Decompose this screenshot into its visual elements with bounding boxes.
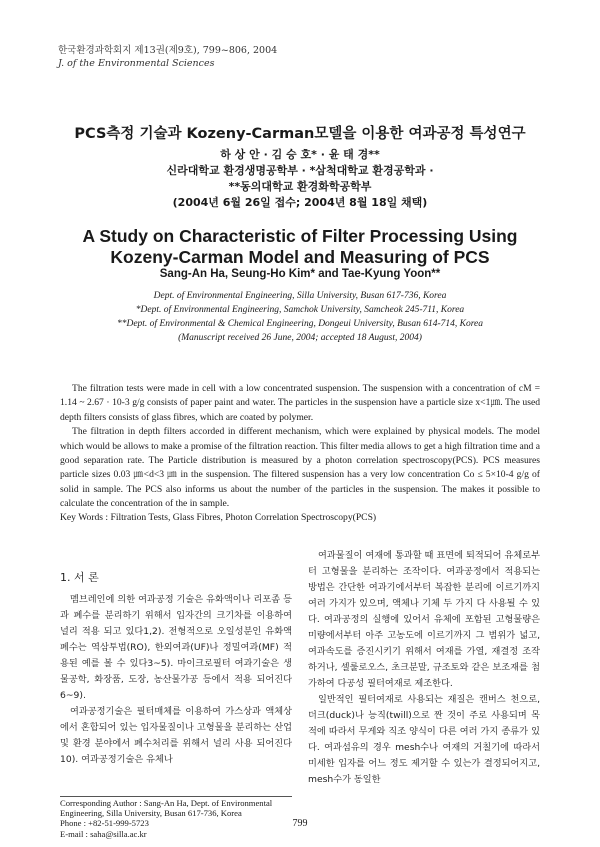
abstract [60, 382, 540, 512]
abstract-paragraph-2: The filtration in depth filters accorded in different mechanism, which were explained by physical models. The model which would be allows to make a promise of the filtration reaction. This filter media allows to get a high filtration time and a good separation rate. The Particle distribution is measured by a photon correlation spectroscopy(PCS). PCS measures particle sizes 0.03 ㎛<d<3 ㎛ in the suspension. The filtered suspension has a very low concentration Co ≤ 5×10-4 g/g of solid in sample. The PCS also informs us about the number of the particles in the suspension. The makes it possible to calculate the concentration of the in sample. [60, 426, 540, 510]
paper-title-kr: PCS측정 기술과 Kozeny-Carman모델을 이용한 여과공정 특성연구 [74, 126, 526, 142]
section-title-introduction: 1. 서 론 [60, 571, 99, 584]
right-paragraph-2: 일반적인 필터여재로 사용되는 재질은 캔버스 천으로, 더크(duck)나 능직(twill)으로 짠 것이 주로 사용되며 목적에 따라서 무게와 직조 양식이 다른 여러 가지 종류가 있다. 여과섬유의 경우 mesh수나 여재의 거칠기에 따라서 미세한 입자를 어느 정도 제거할 수 있는가 결정되어지고, mesh수가 동일한 [308, 694, 540, 785]
intro-paragraph-1: 멤브레인에 의한 여과공정 기술은 유화액이나 리포좀 등과 폐수를 분리하기 위해서 입자간의 크기차를 이용하여 널리 적용 되고 있다1,2). 전형적으로 오일성분인 유화액 폐수는 역삼투법(RO), 한외여과(UF)나 정밀여과(MF) 적용된 예를 볼 수 있다3~5). 마이크로필터 여과기술은 생물공학, 화장품, 도장, 농산물가공 등에서 적용 되어진다6~9). [60, 594, 292, 701]
keywords: Key Words : Filtration Tests, Glass Fibres, Photon Correlation Spectroscopy(PCS) [60, 512, 377, 523]
page-number: 799 [292, 818, 308, 829]
footnote-divider [60, 796, 292, 797]
abstract-paragraph-1: The filtration tests were made in cell with a low concentrated suspension. The suspension with a concentration of cM = 1.14 ~ 2.67 · 10-3 g/g consists of paper paint and water. The particles in the suspension have a particle size x<1㎛. The used depth filters consists of glass fibres, which are coated by polymer. [60, 383, 540, 423]
footnote-line-1: Corresponding Author : Sang-An Ha, Dept. of Environmental Engineering, Silla University, Busan 617-736, Korea [60, 798, 273, 819]
authors-kr-affil-2: **동의대학교 환경화학공학부 [228, 180, 372, 193]
affiliation-1: Dept. of Environmental Engineering, Silla University, Busan 617-736, Korea [153, 291, 447, 301]
authors-en: Sang-An Ha, Seung-Ho Kim* and Tae-Kyung Yoon** [159, 268, 441, 280]
authors-kr-affil-1: 신라대학교 환경생명공학부 · *삼척대학교 환경공학과 · [166, 164, 434, 177]
received-date-kr: (2004년 6월 26일 접수; 2004년 8월 18일 채택) [172, 196, 428, 209]
authors-kr-block [0, 147, 600, 211]
journal-line-en: J. of the Environmental Sciences [58, 58, 215, 69]
left-column [60, 570, 292, 768]
footnote-line-2: Phone : +82-51-999-5723 [60, 818, 149, 829]
authors-kr-names: 하 상 안 · 김 승 호* · 윤 태 경** [220, 148, 380, 161]
paper-title-en-line-2: Kozeny-Carman Model and Measuring of PCS [110, 247, 490, 267]
affiliation-2: *Dept. of Environmental Engineering, Samchok University, Samcheok 245-711, Korea [135, 305, 465, 315]
affiliation-3: **Dept. of Environmental & Chemical Engineering, Dongeui University, Busan 614-714, Korea [116, 319, 484, 329]
intro-paragraph-2: 여과공정기술은 필터매체를 이용하여 가스상과 액체상에서 혼합되어 있는 입자물질이나 고형물을 분리하는 산업 및 환경 분야에서 폐수처리를 위해서 널리 사용 되어진다10). 여과공정기술은 유체나 [60, 706, 292, 765]
footnote-line-3: E-mail : saha@silla.ac.kr [60, 828, 147, 839]
right-column [308, 548, 540, 788]
manuscript-dates: (Manuscript received 26 June, 2004; accepted 18 August, 2004) [178, 333, 422, 343]
paper-title-en-line-1: A Study on Characteristic of Filter Processing Using [82, 226, 518, 246]
affiliations-en [0, 289, 600, 345]
journal-line-kr: 한국환경과학회지 제13권(제9호), 799~806, 2004 [58, 45, 278, 56]
journal-header [58, 44, 277, 70]
right-paragraph-1: 여과물질이 여재에 통과할 때 표면에 퇴적되어 유체로부터 고형물을 분리하는 조작이다. 여과공정에서 적용되는 방법은 간단한 여과기에서부터 복잡한 분리에 이르기까지 여러 가지가 있으며, 액체나 기체 두 가지 다 사용될 수 있다. 여과공정의 실행에 있어서 유체에 포함된 고형물량은 미량에서부터 아주 고농도에 이르기까지 그 범위가 넓고, 여과속도를 증진시키기 위해서 여재를 가열, 재결정 조작하거나, 셀룰로오스, 초크분말, 규조토와 같은 보조재를 첨가하여 다공성 필터여재로 제조한다. [308, 550, 540, 689]
paper-title-en [0, 226, 600, 268]
